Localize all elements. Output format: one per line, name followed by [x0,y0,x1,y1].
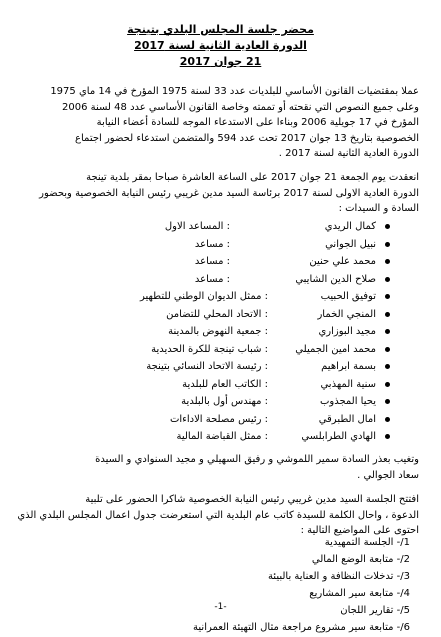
bullet-icon [385,312,390,317]
bullet-icon [385,434,390,439]
attendee-role: : رئيسة الاتحاد النسائي بتينجة [146,361,268,372]
attendee-role: : مساعد [194,238,230,250]
attendee-role: : مساعد [194,273,230,285]
speech-line: الدعوة ، واحال الكلمة للسيدة كاتب عام البلدية التي استعرضت جدول اعمال المجلس البلدي الذي [17,509,419,521]
attendee-role: : المساعد الاول [164,221,230,232]
opening-speech-paragraph [17,492,419,539]
agenda-item: 5/- تقارير اللجان [340,605,410,616]
attendee-role: : رئيس مصلحة الاداءات [169,413,268,425]
bullet-icon [385,364,390,369]
attendee-name: توفيق الحبيب [320,291,376,302]
agenda-list [40,534,410,633]
intro-line: عملا بمقتضيات القانون الأساسي للبلديات عدد 33 لسنة 1975 المؤرخ في 14 ماي 1975 [50,86,419,97]
attendee-row [60,376,390,393]
opening-line: الدورة العادية الاولى لسنة 2017 برئاسة السيد مدين غريبي رئيس النيابة الخصوصية وبحضور [39,187,419,199]
attendee-name: محمد امين الجميلي [295,343,376,355]
attendee-name: كمال الريدي [324,221,376,232]
bullet-icon [385,224,390,229]
intro-line: المؤرخ في 17 جويلية 2006 وبناءا على الاستدعاء الموجه للسادة أعضاء النيابة [96,117,419,128]
attendee-name: بسمة ابراهيم [321,361,376,372]
attendee-row [60,428,390,445]
attendee-role: : مساعد [194,256,230,267]
agenda-item: 3/- تدخلات النظافة و العناية بالبيئة [267,571,410,582]
attendee-name: مجيد البوزاري [318,326,376,337]
intro-paragraph [22,84,419,162]
attendee-name: يحيا المجذوب [319,396,376,407]
attendee-row [60,236,390,253]
attendee-row [60,393,390,410]
intro-line: الدورة العادية الثانية لسنة 2017 . [278,148,419,159]
attendee-row [60,288,390,305]
agenda-item: 1/- الجلسة التمهيدية [324,537,410,548]
page-number: -1- [214,602,227,612]
attendee-role: : ممثل القباضة المالية [176,431,268,442]
attendee-row [60,218,390,235]
attendee-name: صلاح الدين الشايبي [295,273,376,285]
attendee-name: المنجي الخمار [317,308,376,320]
bullet-icon [385,277,390,282]
bullet-icon [385,347,390,352]
session-title: الدورة العادية الثانية لسنة 2017 [134,39,307,52]
attendee-row [60,358,390,375]
opening-line: انعقدت يوم الجمعة 21 جوان 2017 على الساعة العاشرة صباحا بمقر بلدية تينجة [86,172,419,183]
attendee-row [60,341,390,358]
attendee-name: سنية المهذبي [320,378,376,390]
attendee-name: نبيل الجواني [325,238,376,250]
bullet-icon [385,382,390,387]
absence-paragraph [22,452,419,483]
attendee-role: : ممثل الديوان الوطني للتطهير [140,291,268,302]
attendee-role: : مهندس أول بالبلدية [181,396,268,407]
intro-line: الخصوصية بتاريخ 13 جوان 2017 تحت عدد 594 والمتضمن استدعاء لحضور اجتماع [75,132,419,144]
opening-paragraph [22,170,419,217]
speech-line: احتوى على المواضيع التالية : [300,525,419,536]
attendee-row [60,271,390,288]
attendee-row [60,411,390,428]
bullet-icon [385,329,390,334]
bullet-icon [385,259,390,264]
attendee-name: الهادي الطرابلسي [301,431,376,442]
attendee-row [60,306,390,323]
absence-line: سعاد الجوالي . [357,469,419,481]
attendee-row [60,323,390,340]
attendees-list [60,218,390,448]
document-title: محضر جلسة المجلس البلدي بتينجة [127,23,314,36]
attendee-row [60,253,390,270]
bullet-icon [385,399,390,404]
session-date: 21 جوان 2017 [179,55,262,68]
speech-line: افتتح الجلسة السيد مدين غريبي رئيس النيابة الخصوصية شاكرا الحضور على تلبية [85,494,419,505]
attendee-name: امال الطبرقي [318,413,376,425]
bullet-icon [385,242,390,247]
agenda-item: 4/- متابعة سير المشاريع [309,588,410,599]
attendee-name: محمد علي حنين [309,256,376,267]
attendee-role: : شباب تينجة للكرة الحديدية [151,343,268,355]
bullet-icon [385,417,390,422]
attendee-role: : جمعية النهوض بالمدينة [168,326,268,337]
agenda-item: 2/- متابعة الوضع المالي [311,554,410,565]
attendee-role: : الكاتب العام للبلدية [182,378,268,390]
agenda-item: 6/- متابعة سير مشروع مراجعة مثال التهيئة العمرانية [193,622,410,633]
intro-line: وعلى جميع النصوص التي نقحته أو تممته وخاصة القانون الأساسي عدد 48 لسنة 2006 [62,101,419,113]
absence-line: وتغيب بعذر السادة سمير اللموشي و رفيق السهيلي و مجيد السنوادي و السيدة [95,454,419,465]
attendee-role: : الاتحاد المحلي للتضامن [166,308,268,320]
bullet-icon [385,294,390,299]
opening-line: السادة و السيدات : [338,203,419,214]
